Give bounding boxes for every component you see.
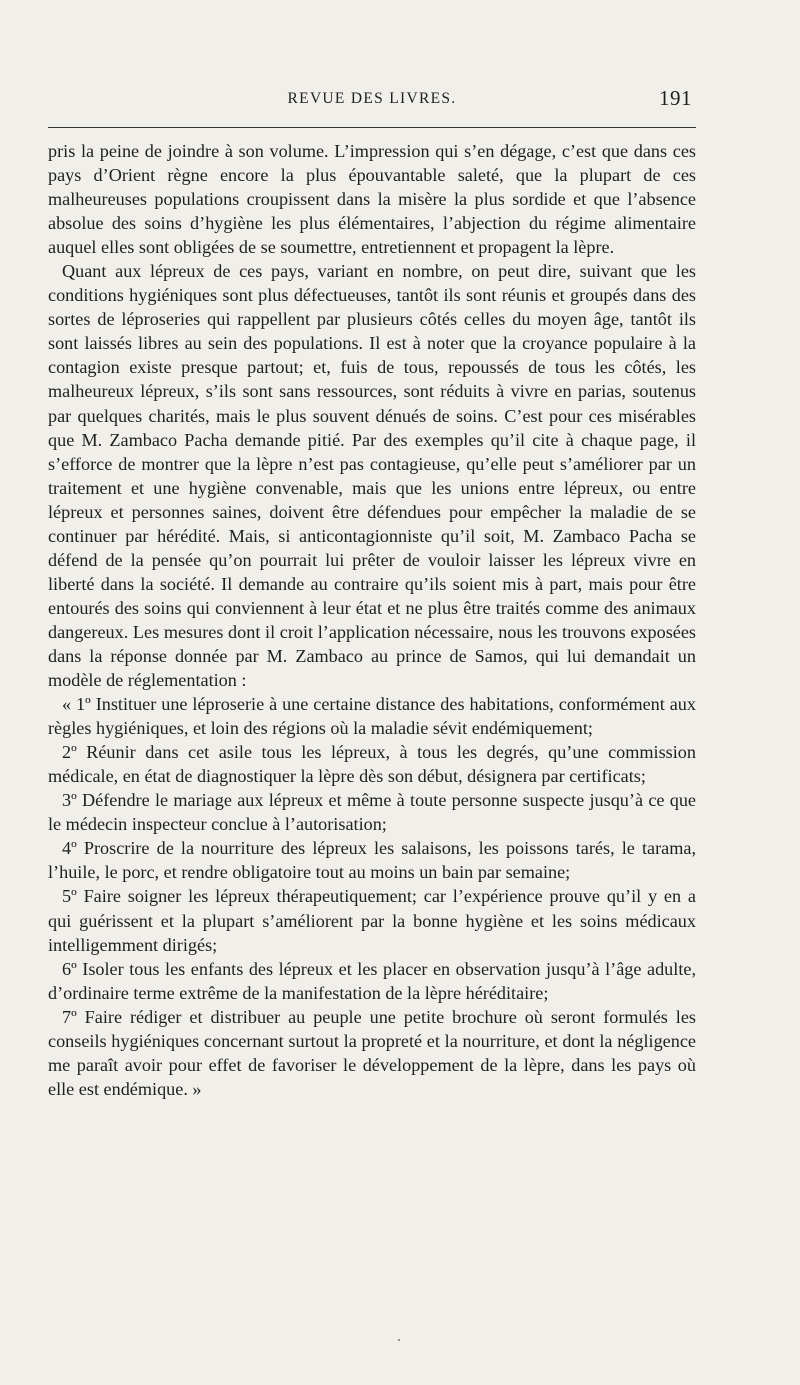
header-rule — [48, 127, 696, 128]
paragraph-continuation: pris la peine de joindre à son volume. L’impression qui s’en dégage, c’est que dans ces pays d’Orient règne encore la plus épouvantable saleté, que la plupart de ces malheureuses populations croupissent dans la misère la plus sordide et que l’absence absolue des soins d’hygiène les plus élémentaires, l’abjection du régime alimentaire auquel elles sont obligées de se soumettre, entretiennent et propagent la lèpre. — [48, 141, 696, 258]
running-title: REVUE DES LIVRES. — [287, 90, 457, 107]
regulation-item-6: 6º Isoler tous les enfants des lépreux et les placer en observation jusqu’à l’âge adulte, d’ordinaire terme extrême de la manifestation de la lèpre héréditaire; — [48, 958, 696, 1003]
paper-speck — [398, 1339, 400, 1341]
regulation-item-5: 5º Faire soigner les lépreux thérapeutiquement; car l’expérience prouve qu’il y en a qui guérissent et la plupart s’améliorent par la bonne hygiène et les soins médicaux intelligemment dirigés; — [48, 886, 696, 955]
paragraph-lepers-conditions: Quant aux lépreux de ces pays, variant en nombre, on peut dire, suivant que les conditions hygiéniques sont plus défectueuses, tantôt ils sont réunis et groupés dans des sortes de léproseries qui rappellent par plusieurs côtés celles du moyen âge, tantôt ils sont laissés libres au sein des populations. Il est à noter que la croyance populaire à la contagion existe presque partout; et, fuis de tous, repoussés de tous les côtés, les malheureux lépreux, s’ils sont sans ressources, sont réduits à vivre en parias, soutenus par quelques charités, mais le plus souvent dénués de soins. C’est pour ces misérables que M. Zambaco Pacha demande pitié. Par des exemples qu’il cite à chaque page, il s’efforce de montrer que la lèpre n’est pas contagieuse, qu’elle peut s’améliorer par un traitement et une hygiène convenable, mais que les unions entre lépreux, ou entre lépreux et personnes saines, doivent être défendues pour empêcher la maladie de se continuer par hérédité. Mais, si anticontagionniste qu’il soit, M. Zambaco Pacha se défend de la pensée qu’on pourrait lui prêter de vouloir laisser les lépreux vivre en liberté dans la société. Il demande au contraire qu’ils soient mis à part, mais pour être entourés des soins qui conviennent à leur état et ne plus être traités comme des animaux dangereux. Les mesures dont il croit l’application nécessaire, nous les trouvons exposées dans la réponse donnée par M. Zambaco au prince de Samos, qui lui demandait un modèle de réglementation : — [48, 261, 696, 691]
regulation-item-3: 3º Défendre le mariage aux lépreux et même à toute personne suspecte jusqu’à ce que le médecin inspecteur conclue à l’autorisation; — [48, 790, 696, 835]
running-head — [48, 86, 696, 112]
regulation-item-1: « 1º Instituer une léproserie à une certaine distance des habitations, conformément aux règles hygiéniques, et loin des régions où la maladie sévit endémiquement; — [48, 694, 696, 739]
page-number: 191 — [659, 86, 692, 110]
regulation-item-2: 2º Réunir dans cet asile tous les lépreux, à tous les degrés, qu’une commission médicale, en état de diagnostiquer la lèpre dès son début, désignera par certificats; — [48, 742, 696, 787]
regulation-item-7: 7º Faire rédiger et distribuer au peuple une petite brochure où seront formulés les conseils hygiéniques concernant surtout la propreté et la nourriture, et dont la négligence me paraît avoir pour effet de favoriser le développement de la lèpre, dans les pays où elle est endémique. » — [48, 1006, 696, 1099]
regulation-item-4: 4º Proscrire de la nourriture des lépreux les salaisons, les poissons tarés, le tarama, l’huile, le porc, et rendre obligatoire tout au moins un bain par semaine; — [48, 838, 696, 883]
body-text — [48, 139, 696, 1101]
